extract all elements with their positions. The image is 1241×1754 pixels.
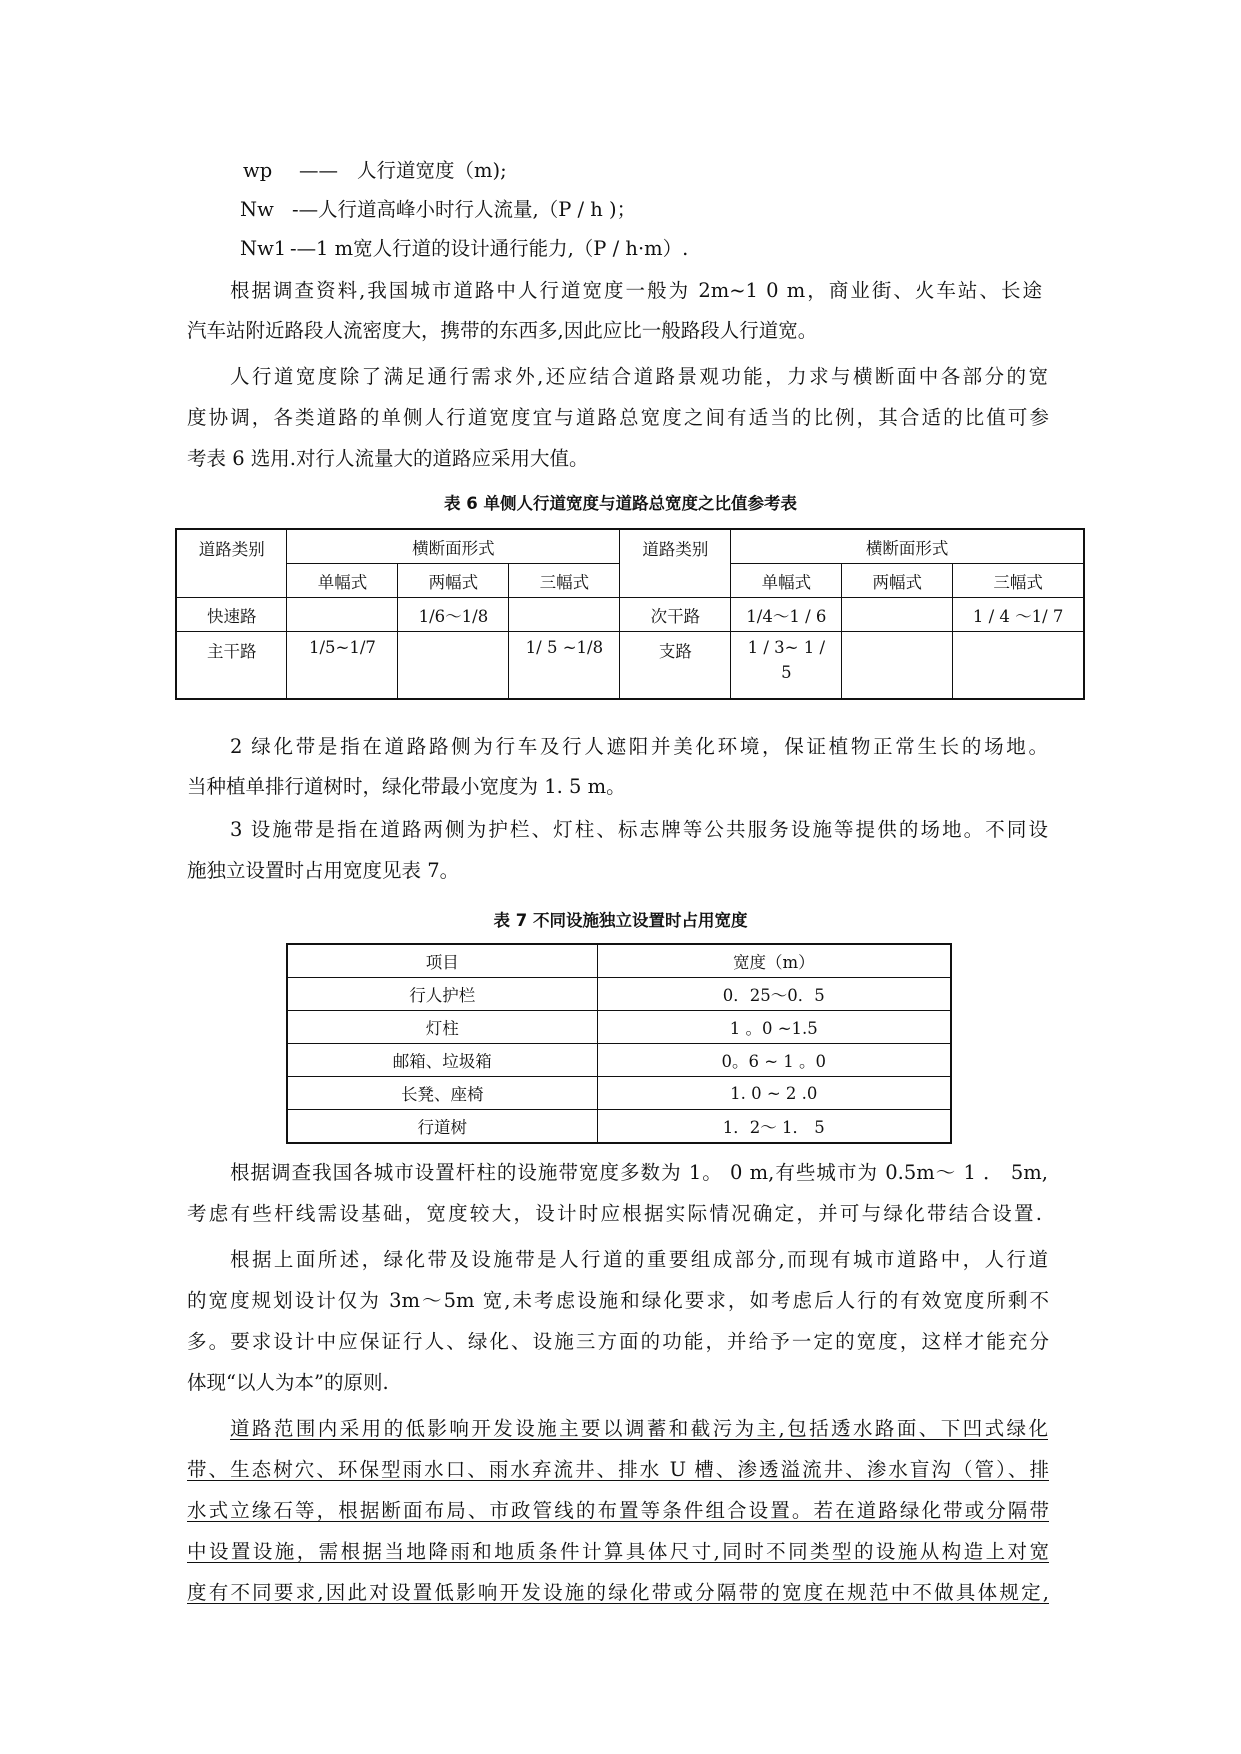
definition-wp: wp —— 人行道宽度（m); [243,159,507,182]
table-cell: 快速路 [176,598,287,632]
cell-text: 1 / 3~ 1 / [747,638,826,657]
header-road-type: 道路类别 [620,529,731,598]
paragraph-line: 度协调，各类道路的单侧人行道宽度宜与道路总宽度之间有适当的比例，其合适的比值可参 [187,406,1049,429]
table-cell: 长凳、座椅 [287,1077,597,1110]
table-row [287,978,951,1011]
paragraph-line: 多。要求设计中应保证行人、绿化、设施三方面的功能，并给予一定的宽度，这样才能充分 [187,1330,1049,1353]
paragraph-line: 2 绿化带是指在道路路侧为行车及行人遮阳并美化环境，保证植物正常生长的场地。 [230,735,1048,758]
underlined-paragraph-line: 道路范围内采用的低影响开发设施主要以调蓄和截污为主,包括透水路面、下凹式绿化 [230,1417,1048,1440]
table-row [287,1077,951,1110]
table-cell: 次干路 [620,598,731,632]
paragraph-line: 根据调查资料,我国城市道路中人行道宽度一般为 2m~1 0 m，商业街、火车站、长途 [230,279,1042,302]
header-triple: 三幅式 [953,564,1084,598]
table-6 [175,528,1085,700]
table-cell [287,598,398,632]
table-cell [842,598,953,632]
table-cell: 1 / 4 ～1/ 7 [953,598,1084,632]
header-single: 单幅式 [731,564,842,598]
table-cell: 1/4～1 / 6 [731,598,842,632]
header-cross-section: 横断面形式 [731,529,1084,564]
table-row [176,529,1084,564]
table-cell: 灯柱 [287,1011,597,1044]
table-cell [398,632,509,700]
underlined-paragraph-line: 带、生态树穴、环保型雨水口、雨水弃流井、排水 U 槽、渗透溢流井、渗水盲沟（管）、排 [187,1458,1049,1481]
cell-text: 5 [781,663,792,682]
header-road-type: 道路类别 [176,529,287,598]
table-cell: 1. 0 ~ 2 .0 [597,1077,951,1110]
table-cell: 1/ 5 ~1/8 [509,632,620,700]
header-width: 宽度（m） [597,944,951,978]
table-cell: 1．2～ 1． 5 [597,1110,951,1144]
underlined-paragraph-line: 水式立缘石等，根据断面布局、市政管线的布置等条件组合设置。若在道路绿化带或分隔带 [187,1499,1049,1522]
header-double: 两幅式 [398,564,509,598]
header-triple: 三幅式 [509,564,620,598]
table-row [287,1011,951,1044]
table-cell [953,632,1084,700]
paragraph-line: 汽车站附近路段人流密度大，携带的东西多,因此应比一般路段人行道宽。 [187,319,818,342]
paragraph-line: 考表 6 选用.对行人流量大的道路应采用大值。 [187,447,589,470]
table-cell: 0。6 ~ 1 。0 [597,1044,951,1077]
paragraph-line: 根据调查我国各城市设置杆柱的设施带宽度多数为 1。 0 m,有些城市为 0.5m～ 1 ． 5m, [230,1161,1048,1184]
paragraph-line: 人行道宽度除了满足通行需求外,还应结合道路景观功能，力求与横断面中各部分的宽 [230,365,1048,388]
underlined-paragraph-line: 度有不同要求,因此对设置低影响开发设施的绿化带或分隔带的宽度在规范中不做具体规定, [187,1581,1049,1604]
table-row [287,1110,951,1144]
table-cell: 1/5~1/7 [287,632,398,700]
paragraph-line: 体现“以人为本”的原则. [187,1371,389,1394]
table-cell: 主干路 [176,632,287,700]
underlined-paragraph-line: 中设置设施，需根据当地降雨和地质条件计算具体尺寸,同时不同类型的设施从构造上对宽 [187,1540,1049,1563]
table-row [176,632,1084,700]
paragraph-line: 根据上面所述，绿化带及设施带是人行道的重要组成部分,而现有城市道路中，人行道 [230,1248,1048,1271]
header-cross-section: 横断面形式 [287,529,620,564]
table-row [176,598,1084,632]
definition-nw: Nw -—人行道高峰小时行人流量,（P / h )； [240,198,637,221]
table-cell: 行人护栏 [287,978,597,1011]
table-7 [286,943,952,1144]
paragraph-line: 考虑有些杆线需设基础，宽度较大，设计时应根据实际情况确定，并可与绿化带结合设置. [187,1202,1042,1225]
table-cell: 1/6～1/8 [398,598,509,632]
table-row [287,1044,951,1077]
table-cell: 1 。0 ~1.5 [597,1011,951,1044]
table-7-caption: 表 7 不同设施独立设置时占用宽度 [493,911,748,930]
table-6-caption: 表 6 单侧人行道宽度与道路总宽度之比值参考表 [444,494,797,513]
header-single: 单幅式 [287,564,398,598]
paragraph-line: 3 设施带是指在道路两侧为护栏、灯柱、标志牌等公共服务设施等提供的场地。不同设 [230,818,1048,841]
table-cell: 邮箱、垃圾箱 [287,1044,597,1077]
table-cell: 支路 [620,632,731,700]
paragraph-line: 施独立设置时占用宽度见表 7。 [187,859,460,882]
header-double: 两幅式 [842,564,953,598]
table-row [287,944,951,978]
definition-nw1: Nw1 -—1 m宽人行道的设计通行能力,（P / h·m）. [240,237,689,260]
paragraph-line: 当种植单排行道树时，绿化带最小宽度为 1. 5 m。 [187,775,626,798]
table-cell: 行道树 [287,1110,597,1144]
paragraph-line: 的宽度规划设计仅为 3m～5m 宽,未考虑设施和绿化要求，如考虑后人行的有效宽度所剩不 [187,1289,1049,1312]
table-cell: 0．25～0．5 [597,978,951,1011]
table-cell [731,632,842,700]
table-cell [509,598,620,632]
table-cell [842,632,953,700]
header-item: 项目 [287,944,597,978]
